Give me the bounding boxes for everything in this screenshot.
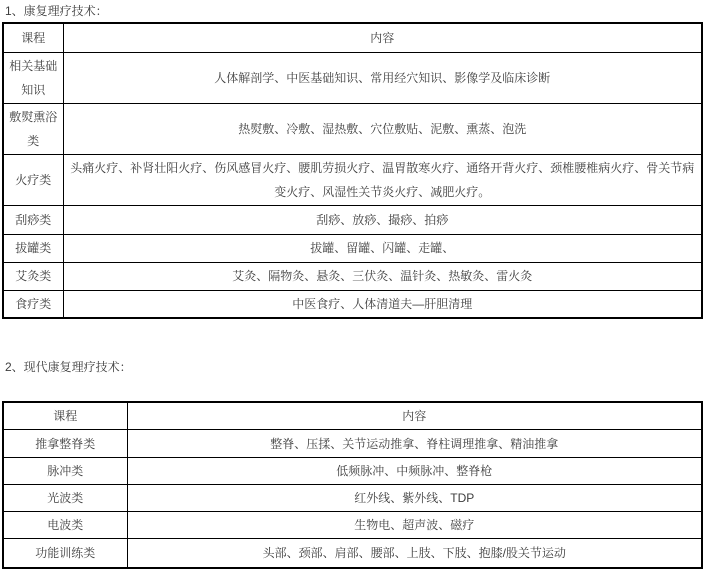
- column-header-course: 课程: [3, 402, 127, 430]
- section-classic-therapy: [0, 3, 707, 319]
- content-cell: 刮痧、放痧、撮痧、拍痧: [63, 205, 702, 234]
- course-cell: 电波类: [3, 512, 127, 539]
- course-cell: 火疗类: [3, 154, 63, 205]
- table-row: [3, 154, 702, 205]
- column-header-content: 内容: [63, 23, 702, 52]
- classic-therapy-table: [2, 22, 703, 319]
- content-cell: 低频脉冲、中频脉冲、整脊枪: [127, 458, 702, 485]
- content-cell: 热熨敷、冷敷、湿热敷、穴位敷贴、泥敷、熏蒸、泡洗: [63, 103, 702, 154]
- table-row: [3, 262, 702, 290]
- course-cell: 相关基础知识: [3, 52, 63, 103]
- section-title-modern: 2、现代康复理疗技术：: [5, 359, 132, 374]
- table-row: [3, 234, 702, 262]
- course-cell: 推拿整脊类: [3, 430, 127, 458]
- course-cell: 艾灸类: [3, 262, 63, 290]
- column-header-content: 内容: [127, 402, 702, 430]
- table-row: [3, 205, 702, 234]
- course-cell: 食疗类: [3, 290, 63, 318]
- document: [0, 3, 707, 569]
- content-cell: 艾灸、隔物灸、悬灸、三伏灸、温针灸、热敏灸、雷火灸: [63, 262, 702, 290]
- content-cell: 整脊、压揉、关节运动推拿、脊柱调理推拿、精油推拿: [127, 430, 702, 458]
- table-row: [3, 290, 702, 318]
- content-cell: 红外线、紫外线、TDP: [127, 485, 702, 512]
- column-header-course: 课程: [3, 23, 63, 52]
- course-cell: 光波类: [3, 485, 127, 512]
- content-cell: 人体解剖学、中医基础知识、常用经穴知识、影像学及临床诊断: [63, 52, 702, 103]
- course-cell: 刮痧类: [3, 205, 63, 234]
- table-row: [3, 52, 702, 103]
- modern-therapy-table: [2, 401, 703, 569]
- course-cell: 敷熨熏浴类: [3, 103, 63, 154]
- content-cell: 拔罐、留罐、闪罐、走罐、: [63, 234, 702, 262]
- course-cell: 功能训练类: [3, 539, 127, 568]
- table-row: [3, 103, 702, 154]
- table-row: [3, 485, 702, 512]
- header-row: [3, 402, 702, 430]
- header-row: [3, 23, 702, 52]
- section-modern-therapy: [0, 359, 707, 569]
- content-cell: 头部、颈部、肩部、腰部、上肢、下肢、抱膝/股关节运动: [127, 539, 702, 568]
- section-title-classic: 1、康复理疗技术：: [5, 4, 108, 18]
- content-cell: 头痛火疗、补肾壮阳火疗、伤风感冒火疗、腰肌劳损火疗、温胃散寒火疗、通络开背火疗、颈椎腰椎病火疗、骨关节病变火疗、风湿性关节炎火疗、减肥火疗。: [63, 154, 702, 205]
- table-row: [3, 430, 702, 458]
- content-cell: 生物电、超声波、磁疗: [127, 512, 702, 539]
- course-cell: 拔罐类: [3, 234, 63, 262]
- table-row: [3, 458, 702, 485]
- table-row: [3, 512, 702, 539]
- content-cell: 中医食疗、人体清道夫—肝胆清理: [63, 290, 702, 318]
- table-row: [3, 539, 702, 568]
- course-cell: 脉冲类: [3, 458, 127, 485]
